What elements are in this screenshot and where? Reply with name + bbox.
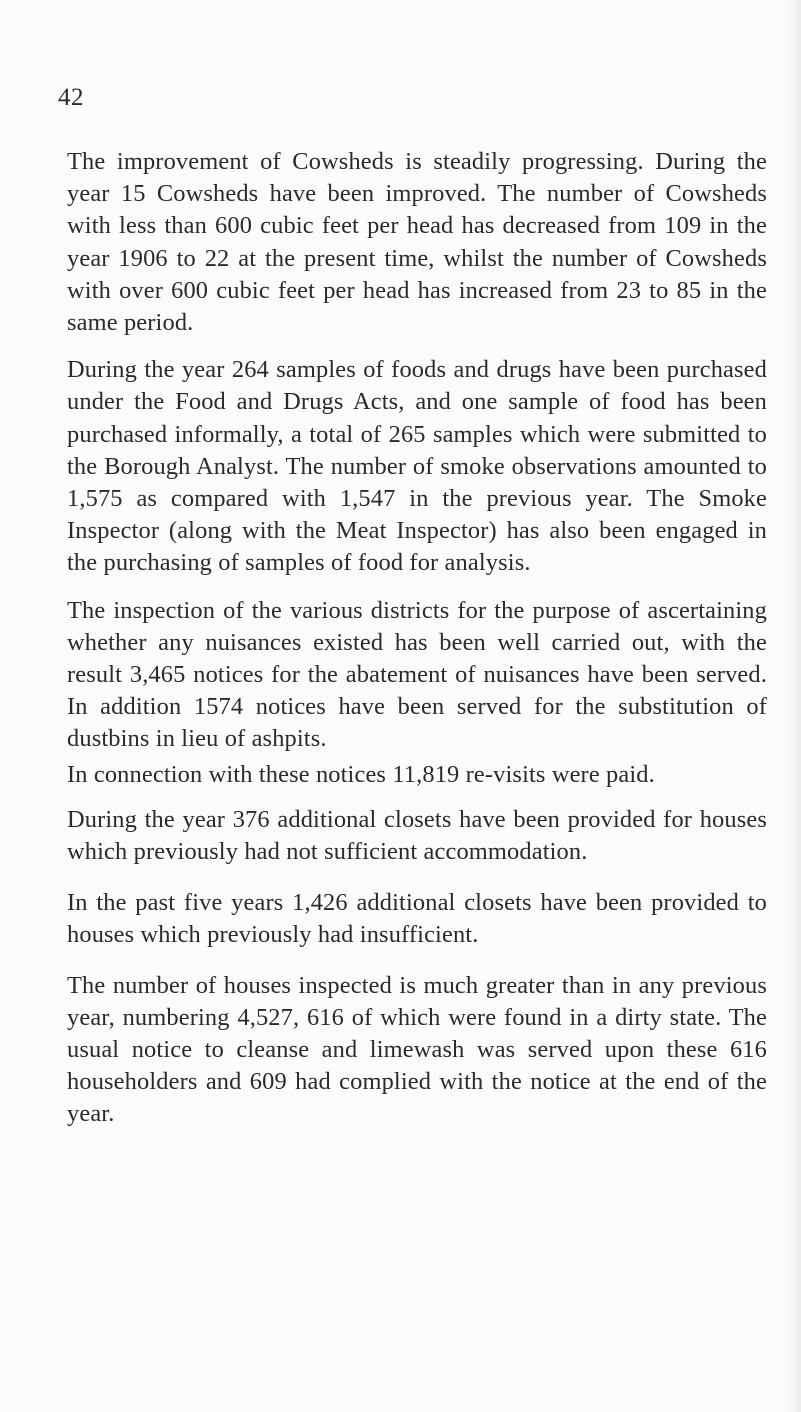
paragraph-closets-year: During the year 376 additional closets have been provided for houses which previously had not sufficient accommodation.	[67, 805, 767, 866]
document-body	[67, 146, 767, 1131]
page-number: 42	[58, 84, 84, 111]
paragraph-nuisance-notices: The inspection of the various districts for the purpose of ascertaining whether any nuisances existed has been well carried out, with the result 3,465 notices for the abatement of nuisances have been served. In addition 1574 notices have been served for the substitution of dustbins in lieu of ashpits.	[67, 596, 767, 753]
paragraph-closets-five-years: In the past five years 1,426 additional closets have been provided to houses which previously had insufficient.	[67, 889, 767, 949]
paragraph-revisits: In connection with these notices 11,819 re-visits were paid.	[67, 760, 655, 788]
paragraph-houses-inspected: The number of houses inspected is much greater than in any previous year, numbering 4,527, 616 of which were found in a dirty state. The usual notice to cleanse and limewash was served upon these 616 householders and 609 had complied with the notice at the end of the year.	[67, 971, 767, 1128]
paragraph-cowsheds: The improvement of Cowsheds is steadily progressing. During the year 15 Cowsheds have been improved. The number of Cowsheds with less than 600 cubic feet per head has decreased from 109 in the year 1906 to 22 at the present time, whilst the number of Cowsheds with over 600 cubic feet per head has increased from 23 to 85 in the same period.	[67, 148, 767, 337]
page-edge-shadow	[787, 0, 801, 1412]
paragraph-food-samples: During the year 264 samples of foods and drugs have been purchased under the Food and Drugs Acts, and one sample of food has been purchased informally, a total of 265 samples which were submitted to the Borough Analyst. The number of smoke observations amounted to 1,575 as compared with 1,547 in the previous year. The Smoke Inspector (along with the Meat Inspector) has also been engaged in the purchasing of samples of food for analysis.	[67, 356, 767, 577]
